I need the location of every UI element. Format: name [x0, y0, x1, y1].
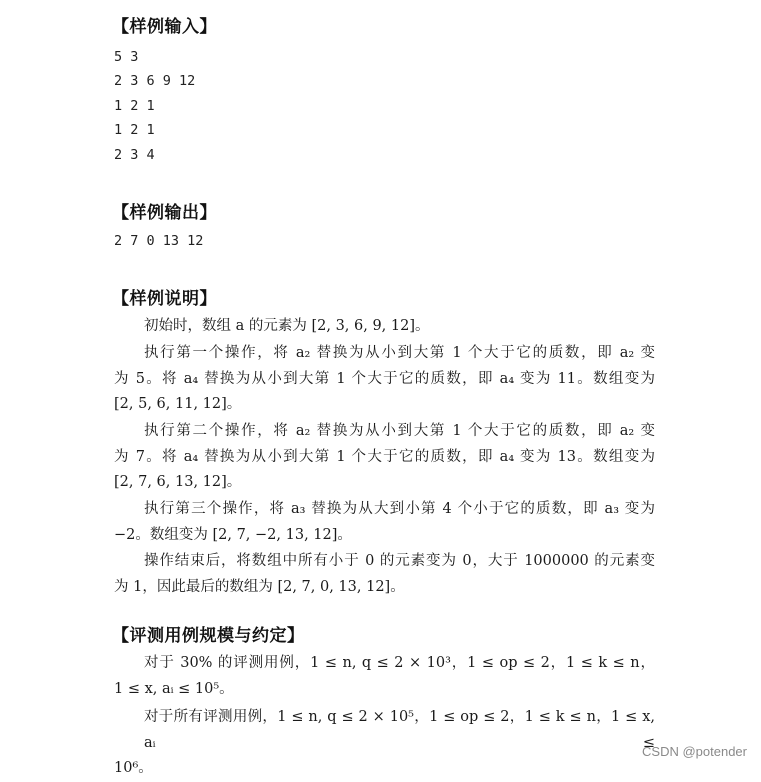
paragraph-line: 初始时，数组 a 的元素为 [2, 3, 6, 9, 12]。 — [144, 318, 430, 334]
paragraph-line: 为 7。将 a₄ 替换为从小到大第 1 个大于它的质数，即 a₄ 变为 13。数组变为 — [114, 448, 655, 465]
paragraph-line: 对于 30% 的评测用例，1 ≤ n, q ≤ 2 × 10³，1 ≤ op ≤ 2，1 ≤ k ≤ n， — [144, 655, 655, 671]
paragraph-line: 为 1，因此最后的数组为 [2, 7, 0, 13, 12]。 — [114, 578, 405, 595]
paragraph-line: 对于所有评测用例，1 ≤ n, q ≤ 2 × 10⁵，1 ≤ op ≤ 2，1 ≤ k ≤ n，1 ≤ x, aᵢ ≤ — [144, 709, 655, 751]
paragraph-line: 操作结束后，将数组中所有小于 0 的元素变为 0，大于 1000000 的元素变 — [144, 553, 655, 569]
constraints-paragraph-30 — [114, 651, 655, 702]
paragraph-line: 10⁶。 — [114, 760, 153, 776]
sample-explanation-heading: 【样例说明】 — [112, 289, 217, 309]
explanation-paragraph-op3 — [114, 497, 655, 548]
explanation-paragraph-op1 — [114, 341, 655, 418]
paragraph-line: [2, 5, 6, 11, 12]。 — [114, 396, 242, 412]
explanation-paragraph-final — [114, 549, 655, 600]
sample-output-line: 2 7 0 13 12 — [114, 233, 204, 249]
sample-input-line: 2 3 6 9 12 — [114, 73, 196, 89]
constraints-heading: 【评测用例规模与约定】 — [112, 626, 305, 646]
paragraph-line: −2。数组变为 [2, 7, −2, 13, 12]。 — [114, 526, 352, 543]
explanation-paragraph-op2 — [114, 419, 655, 496]
paragraph-line: 为 5。将 a₄ 替换为从小到大第 1 个大于它的质数，即 a₄ 变为 11。数组变为 — [114, 370, 655, 387]
paragraph-line: 1 ≤ x, aᵢ ≤ 10⁵。 — [114, 680, 234, 697]
sample-output-heading: 【样例输出】 — [112, 203, 217, 223]
paragraph-line: [2, 7, 6, 13, 12]。 — [114, 474, 242, 490]
paragraph-line: 执行第二个操作，将 a₂ 替换为从小到大第 1 个大于它的质数，即 a₂ 变 — [144, 423, 655, 439]
sample-input-heading: 【样例输入】 — [112, 17, 217, 37]
sample-input-line: 1 2 1 — [114, 98, 155, 114]
explanation-paragraph-initial — [114, 314, 655, 340]
sample-input-line: 2 3 4 — [114, 147, 155, 163]
paragraph-line: 执行第三个操作，将 a₃ 替换为从大到小第 4 个小于它的质数，即 a₃ 变为 — [144, 501, 655, 517]
paragraph-line: 执行第一个操作，将 a₂ 替换为从小到大第 1 个大于它的质数，即 a₂ 变 — [144, 345, 655, 361]
csdn-watermark: CSDN @potender — [642, 744, 747, 759]
sample-input-line: 5 3 — [114, 49, 139, 65]
sample-input-line: 1 2 1 — [114, 122, 155, 138]
constraints-paragraph-all — [114, 705, 655, 782]
